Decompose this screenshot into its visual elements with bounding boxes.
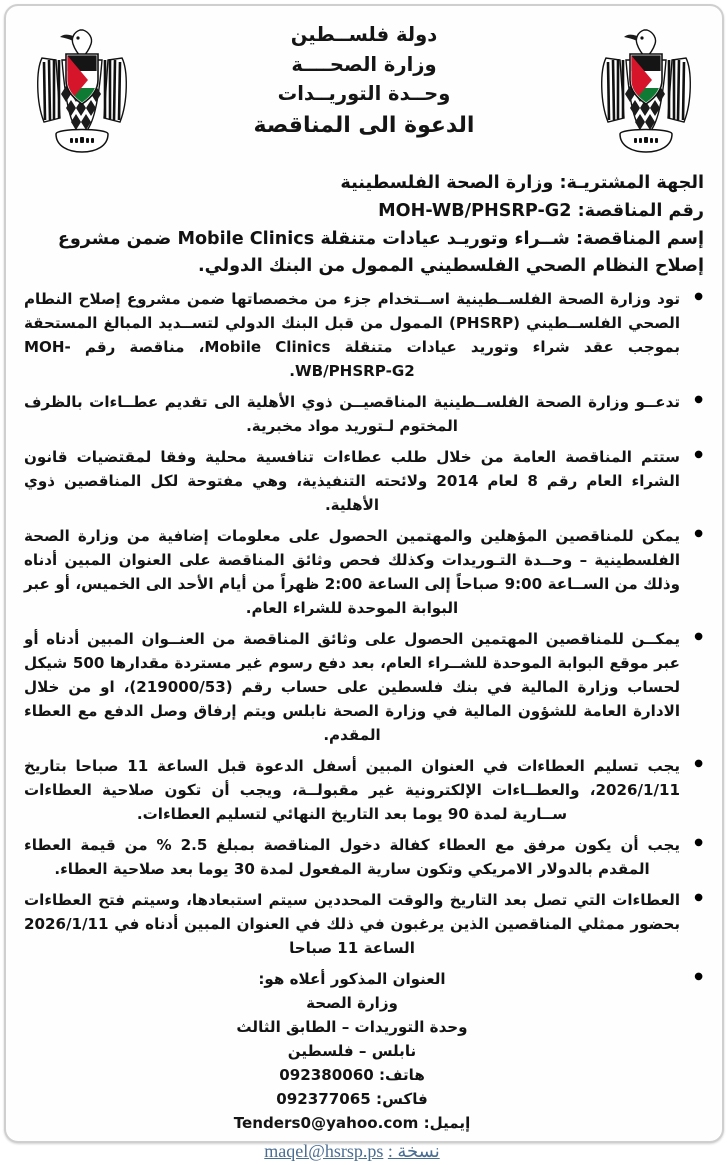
buyer-value: وزارة الصحة الفلسطينية xyxy=(340,173,554,193)
tender-name-part1: شــراء وتوريـد عيادات متنقلة xyxy=(320,228,570,249)
phone-value: 092380060 xyxy=(279,1065,374,1084)
palestine-coat-of-arms-icon-right xyxy=(594,24,698,160)
clause-info-hours: ● يمكن للمناقصين المؤهلين والمهتمين الحصول على معلومات إضافية من وزارة الصحة الفلسطينية – وحــدة التـوريدات وكذلك فحص وثائق المناقصة على العنوان المبين أدناه وذلك من الســاعة 9:00 صباحاً إلى الساعة 2:00 ظهراً من أيام الأحد الى الخميس، أو عبر البوابة الموحدة للشراء العام. xyxy=(24,525,684,621)
buyer-line xyxy=(24,170,704,198)
clause-bid-bond: ● يجب أن يكون مرفق مع العطاء كفالة دخول المناقصة بمبلغ 2.5 % من قيمة العطاء المقدم بالدولار الامريكي وتكون سارية المفعول لمدة 30 يوما بعد صلاحية العطاء. xyxy=(24,834,684,882)
clause-submission-deadline: ● يجب تسليم العطاءات في العنوان المبين أسفل الدعوة قبل الساعة 11 صباحا بتاريخ 2026/1/11، والعطــاءات الإلكترونية غير مقبولــة، ويجب أن تكون صلاحية العطاءات ســارية لمدة 90 يوما بعد التاريخ النهائي لتسليم العطاءات. xyxy=(24,755,684,827)
tender-number-value: MOH-WB/PHSRP-G2 xyxy=(378,200,572,221)
address-email xyxy=(24,1112,680,1136)
address-phone xyxy=(24,1064,680,1088)
clause-documents-fee: ● يمكــن للمناقصين المهتمين الحصول على وثائق المناقصة من العنــوان المبين أدناه أو عبر موقع البوابة الموحدة للشــراء العام، بعد دفع رسوم غير مستردة مقدارها 500 شيكل لحساب وزارة المالية في بنك فلسطين على حساب رقم (219000/53)، او من خلال الادارة العامة للشؤون المالية في وزارة الصحة نابلس ويتم إرفاق وصل الدفع مع العطاء المقدم. xyxy=(24,628,684,748)
clause-invitation: ● تدعــو وزارة الصحة الفلســطينية المناقصيــن ذوي الأهلية الى تقديم عطــاءات بالظرف المختوم لـتوريد مواد مخبرية. xyxy=(24,391,684,439)
title-line-state: دولة فلســطين xyxy=(290,23,438,46)
tender-number-label: رقم المناقصة: xyxy=(577,200,704,221)
address-lead: ● العنوان المذكور أعلاه هو: xyxy=(258,969,446,988)
document-header xyxy=(22,16,706,166)
clause-list xyxy=(22,288,706,1165)
fax-value: 092377065 xyxy=(276,1089,371,1108)
title-line-ministry: وزارة الصحــــة xyxy=(291,52,437,76)
tender-name-latin: Mobile Clinics xyxy=(177,228,315,249)
buyer-label: الجهة المشتريـة: xyxy=(559,173,704,193)
fax-label: فاكس: xyxy=(376,1089,428,1108)
address-ministry: وزارة الصحة xyxy=(306,993,398,1012)
email-label: إيميل: xyxy=(423,1113,471,1132)
address-unit: وحدة التوريدات – الطابق الثالث xyxy=(236,1017,468,1036)
clause-late-and-opening: ● العطاءات التي تصل بعد التاريخ والوقت المحددين سيتم استبعادها، وسيتم فتح العطاءات بحضور ممثلي المناقصين الذين يرغبون في ذلك في العنوان المبين أدناه في 2026/1/11 الساعة 11 صباحا xyxy=(24,889,684,961)
email-value[interactable]: Tenders0@yahoo.com xyxy=(233,1113,419,1132)
phone-label: هاتف: xyxy=(378,1065,425,1084)
address-city: نابلس – فلسطين xyxy=(287,1041,417,1060)
address-block xyxy=(24,968,684,1165)
palestine-coat-of-arms-icon-left xyxy=(30,24,134,160)
copy-email-line xyxy=(24,1137,680,1165)
tender-name-line xyxy=(24,226,704,282)
tender-name-label: إسم المناقصة: xyxy=(575,228,704,249)
copy-label: نسخة : xyxy=(387,1140,440,1161)
subject-block xyxy=(22,168,706,281)
clause-procedure: ● ستتم المناقصة العامة من خلال طلب عطاءات تنافسية محلية وفقا لمقتضيات قانون الشراء العام رقم 8 لعام 2014 ولائحته التنفيذية، وهي مفتوحة لكل المناقصين ذوي الأهلية. xyxy=(24,446,684,518)
title-line-headline: الدعوة الى المناقصة xyxy=(253,112,475,138)
title-line-unit: وحــدة التوريــدات xyxy=(277,82,451,106)
page-title xyxy=(142,20,586,142)
page-content xyxy=(6,6,722,1161)
tender-name-part2: ضمن مشروع إصلاح النظام الصحي الفلسطيني الممول من البنك الدولي. xyxy=(57,228,704,277)
copy-email-link[interactable]: maqel@hsrsp.ps xyxy=(264,1140,384,1161)
document-page xyxy=(4,4,724,1161)
address-fax xyxy=(24,1088,680,1112)
clause-intent: ● تود وزارة الصحة الفلســطينية اســتخدام جزء من مخصصاتها ضمن مشروع إصلاح النطام الصحي الفلســطيني (PHSRP) الممول من قبل البنك الدولي لتســديد المبالغ المستحقة بموجب عقد شراء وتوريد عيادات متنقلة Mobile Clinics، مناقصة رقم MOH-WB/PHSRP-G2. xyxy=(24,288,684,384)
tender-number-line xyxy=(24,198,704,226)
